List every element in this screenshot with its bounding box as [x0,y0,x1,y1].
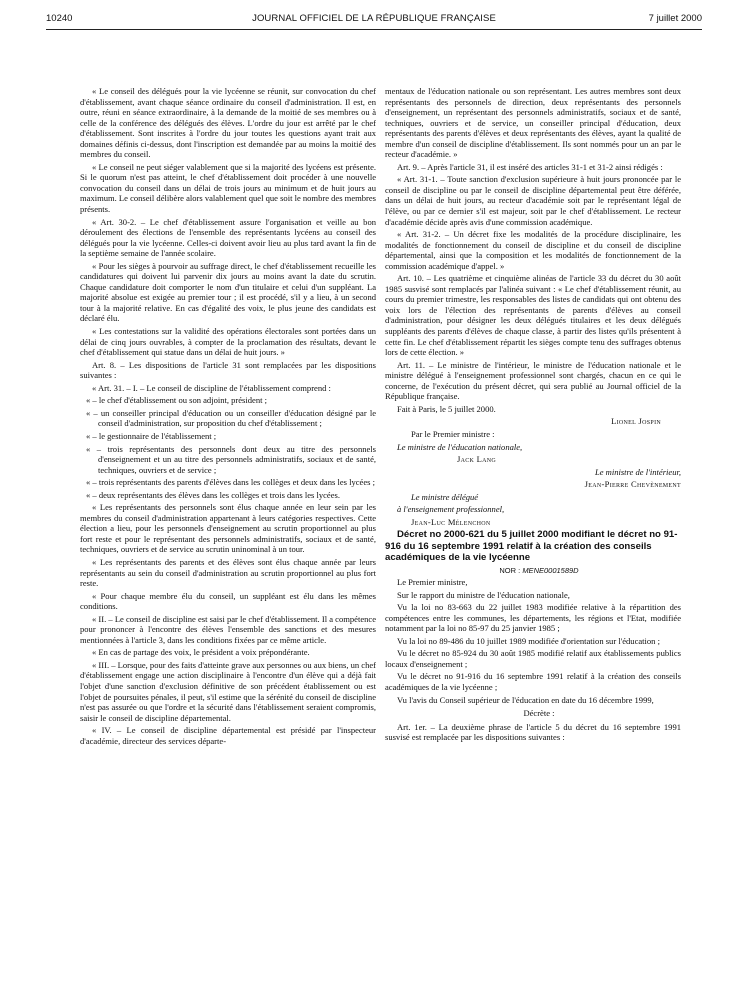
decrete-heading: Décrète : [523,708,555,719]
paragraph: « Art. 30-2. – Le chef d'établissement assure l'organisation et veille au bon déroulement des élections de l'ensemble des représentants lycéens au conseil des délégués pour la vie lycéenne. Celles-ci doivent avoir lieu au plus tard avant la fin de la septième semaine de l'année scolaire. [80,216,376,259]
paragraph: « Les représentants des parents et des élèves sont élus chaque année par leurs représentants au sein du conseil d'administration au scrutin proportionnel au plus fort reste. [80,556,376,589]
paragraph: Le Premier ministre, [397,577,468,588]
paragraph: Vu la loi no 89-486 du 10 juillet 1989 modifiée d'orientation sur l'éducation ; [397,635,660,646]
place-date: Fait à Paris, le 5 juillet 2000. [397,403,496,414]
list-item: « – deux représentants des élèves dans les collèges et trois dans les lycées. [86,489,340,500]
article-10: Art. 10. – Les quatrième et cinquième alinéas de l'article 33 du décret du 30 août 1985 susvisé sont remplacés par l'alinéa suivant : « Le chef d'établissement réunit, au cours du premier trimestre, les responsables des listes de candidats qui ont obtenu des voix lors de l'élection des représentants de parents d'élèves au conseil d'administration, pour désigner les deux délégués titulaires et les deux délégués suppléants des parents d'élèves de chaque classe, à partir des listes qu'ils présentent à cette fin. Le chef d'établissement répartit les sièges compte tenu des suffrages obtenus lors de cette élection. » [385,273,681,358]
signatory-name: Jean-Pierre Chevènement [584,479,681,490]
signatory-role: Le ministre de l'éducation nationale, [397,441,523,452]
paragraph: mentaux de l'éducation nationale ou son représentant. Les autres membres sont deux représentants des personnels de direction, deux représentants des personnels d'enseignement, un représentant des personnels administratifs, sociaux et de santé, techniques, ouvriers et de service, un conseiller principal d'éducation, deux représentants des parents d'élèves et deux représentants des élèves, ayant la qualité de membre d'un conseil de discipline d'établissement. Ils sont nommés pour un an par le recteur d'académie. » [385,86,681,160]
article-1: Art. 1er. – La deuxième phrase de l'article 5 du décret du 16 septembre 1991 susvisé est remplacée par les dispositions suivantes : [385,721,681,743]
paragraph: « Les contestations sur la validité des opérations électorales sont portées dans un délai de cinq jours ouvrables, à compter de la proclamation des résultats, devant le chef d'établissement qui statue dans un délai de huit jours. » [80,326,376,358]
list-item: « – un conseiller principal d'éducation ou un conseiller d'éducation désigné par le conseil d'administration, sur proposition du chef d'établissement ; [86,407,376,429]
journal-title: JOURNAL OFFICIEL DE LA RÉPUBLIQUE FRANÇAISE [252,13,496,24]
signatory-role: Le ministre de l'intérieur, [594,466,681,477]
article-8: Art. 8. – Les dispositions de l'article 31 sont remplacées par les dispositions suivantes : [80,359,376,381]
right-column [385,86,681,970]
issue-date: 7 juillet 2000 [648,13,702,24]
signatory-name: Jean-Luc Mélenchon [411,516,491,527]
list-item: « – trois représentants des parents d'élèves dans les collèges et deux dans les lycées ; [86,477,375,488]
article-11: Art. 11. – Le ministre de l'intérieur, le ministre de l'éducation nationale et le ministre délégué à l'enseignement professionnel sont chargés, chacun en ce qui le concerne, de l'exécution du présent décret, qui sera publié au Journal officiel de la République française. [385,359,681,402]
paragraph: Vu l'avis du Conseil supérieur de l'éducation en date du 16 décembre 1999, [397,694,654,705]
paragraph: « II. – Le conseil de discipline est saisi par le chef d'établissement. Il a compétence pour prononcer à l'encontre des élèves l'ensemble des sanctions et des mesures mentionnées à l'article 3, dans les conditions fixées par ce même article. [80,613,376,645]
paragraph: « En cas de partage des voix, le président a voix prépondérante. [92,647,310,658]
paragraph: « Le conseil des délégués pour la vie lycéenne se réunit, sur convocation du chef d'établissement, avant chaque séance ordinaire du conseil d'administration. Il est, en outre, réuni en séance extraordinaire, à la demande de la moitié de ses membres ou à celle de la conférence des délégués des élèves. L'ordre du jour est arrêté par le chef d'établissement. Sont inscrites à l'ordre du jour toutes les questions ayant trait aux domaines définis ci-dessus, dont l'inscription est demandée par au moins la moitié des membres du conseil. [80,86,376,160]
paragraph: Vu la loi no 83-663 du 22 juillet 1983 modifiée relative à la répartition des compétences entre les communes, les départements, les régions et l'Etat, modifiée notamment par la loi no 85-97 du 25 janvier 1985 ; [385,602,681,634]
nor-label: NOR : [499,565,521,575]
list-item: « – le chef d'établissement ou son adjoint, président ; [86,395,267,406]
paragraph: « Les représentants des personnels sont élus chaque année en leur sein par les membres du conseil d'administration appartenant à leurs catégories respectives. Cette élection a lieu, pour les personnels d'enseignement au scrutin proportionnel au plus fort reste et pour le représentant des personnels administratifs, sociaux et de santé, techniques, ouvriers et de service au scrutin uninominal à un tour. [80,502,376,555]
signatory-name: Jack Lang [457,454,497,465]
list-item: « – trois représentants des personnels dont deux au titre des personnels d'enseignement et un au titre des personnels administratifs, sociaux et de santé, techniques, ouvriers et de service ; [86,443,376,475]
paragraph: « IV. – Le conseil de discipline départemental est présidé par l'inspecteur d'académie, directeur des services départe- [80,725,376,746]
nor-code: MENE0001589D [522,565,579,575]
paragraph: « Art. 31-1. – Toute sanction d'exclusion supérieure à huit jours prononcée par le conseil de discipline ou par le conseil de discipline départemental peut être déférée, dans un délai de huit jours, au recteur d'académie soit par le représentant légal de l'élève, ou par ce dernier s'il est majeur, soit par le chef d'établissement. Le recteur d'académie décide après avis d'une commission académique. [385,174,681,227]
paragraph: Sur le rapport du ministre de l'éducation nationale, [397,589,570,600]
paragraph: Vu le décret no 91-916 du 16 septembre 1991 relatif à la création des conseils académiques de la vie lycéenne ; [385,671,681,692]
page-number: 10240 [46,13,73,24]
paragraph: « Art. 31-2. – Un décret fixe les modalités de la procédure disciplinaire, les modalités de fonctionnement du conseil de discipline et du conseil de discipline départemental, ainsi que la composition et les modalités de fonctionnement de la commission académique d'appel. » [385,229,681,271]
left-column [80,86,376,970]
paragraph: « III. – Lorsque, pour des faits d'atteinte grave aux personnes ou aux biens, un chef d'établissement engage une action disciplinaire à l'encontre d'un élève qui a déjà fait l'objet d'une sanction d'exclusion définitive de son précédent établissement ou est l'objet de poursuites pénales, il peut, s'il estime que la sérénité du conseil de discipline n'est pas assurée ou que l'ordre et la sécurité dans l'établissement seraient compromis, saisir le conseil de discipline départemental. [80,659,376,723]
nor-reference [385,566,681,575]
paragraph: « Pour les sièges à pourvoir au suffrage direct, le chef d'établissement recueille les candidatures qui doivent lui parvenir dix jours au moins avant la date du scrutin. Chaque candidature doit comporter le nom d'un titulaire et celui d'un suppléant. La majorité absolue est exigée au premier tour ; il est procédé, s'il y a lieu, à un second tour à la majorité relative. En cas d'égalité des voix, le plus jeune des candidats est déclaré élu. [80,260,376,324]
article-9: Art. 9. – Après l'article 31, il est inséré des articles 31-1 et 31-2 ainsi rédigés : [397,161,663,172]
decree-title: Décret no 2000-621 du 5 juillet 2000 modifiant le décret no 91-916 du 16 septembre 1991 relatif à la création des conseils académiques de la vie lycéenne [385,529,678,564]
signatory-role: Le ministre délégué [411,491,479,502]
paragraph: « Pour chaque membre élu du conseil, un suppléant est élu dans les mêmes conditions. [80,590,376,612]
paragraph: « Art. 31. – I. – Le conseil de discipline de l'établissement comprend : [92,382,331,393]
list-item: « – le gestionnaire de l'établissement ; [86,430,217,441]
paragraph: Vu le décret no 85-924 du 30 août 1985 modifié relatif aux établissements publics locaux d'enseignement ; [385,648,681,669]
page-header [46,13,702,30]
signatory-role: à l'enseignement professionnel, [397,504,505,515]
paragraph: « Le conseil ne peut siéger valablement que si la majorité des lycéens est présente. Si le quorum n'est pas atteint, le chef d'établissement doit procéder à une nouvelle convocation du conseil dans un délai de trois jours au minimum et de huit jours au maximum. Le conseil délibère alors valablement quel que soit le nombre des membres présents. [80,161,376,215]
signatory-name: Lionel Jospin [611,416,661,427]
signature-intro: Par le Premier ministre : [411,428,495,439]
